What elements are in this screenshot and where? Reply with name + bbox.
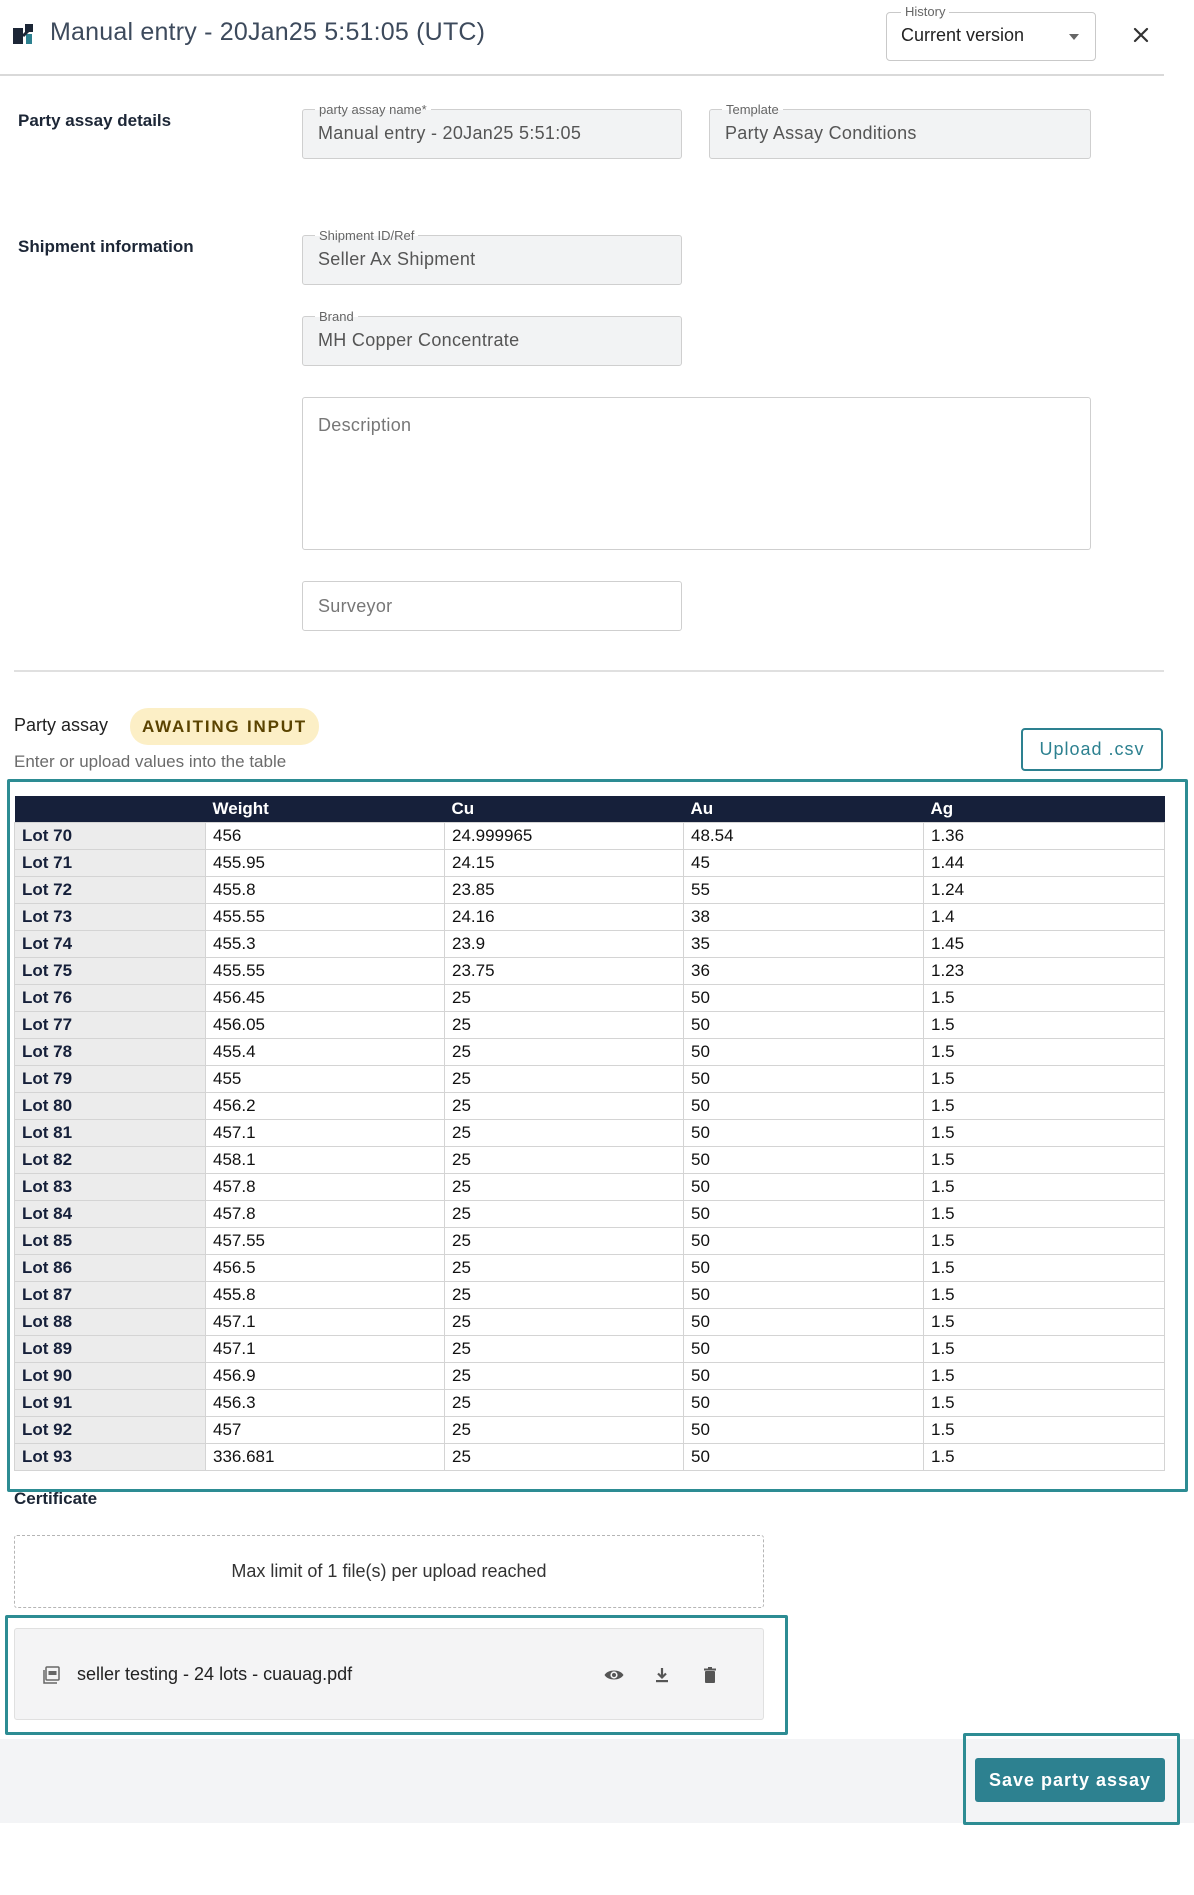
table-cell-input[interactable]: 25	[445, 1362, 684, 1389]
table-row	[15, 1038, 1165, 1065]
lot-label: Lot 76	[15, 984, 206, 1011]
table-cell-input[interactable]: 1.23	[924, 957, 1165, 984]
shipment-id-value: Seller Ax Shipment	[318, 249, 476, 269]
table-cell-input[interactable]: 455.4	[206, 1038, 445, 1065]
party-assay-title: Party assay	[14, 715, 109, 735]
download-icon[interactable]	[651, 1664, 673, 1686]
table-cell-input[interactable]: 23.9	[445, 930, 684, 957]
table-cell-input[interactable]: 25	[445, 1308, 684, 1335]
certificate-title: Certificate	[14, 1489, 98, 1508]
table-cell-input[interactable]: 1.5	[924, 1065, 1165, 1092]
table-cell-input[interactable]: 25	[445, 1254, 684, 1281]
template-value: Party Assay Conditions	[725, 123, 917, 143]
surveyor-field[interactable]	[302, 581, 682, 631]
party-assay-details-label: Party assay details	[18, 111, 172, 130]
history-select[interactable]	[886, 4, 1096, 61]
table-cell-input[interactable]: 455.3	[206, 930, 445, 957]
lot-label: Lot 88	[15, 1308, 206, 1335]
table-cell-input[interactable]: 36	[684, 957, 924, 984]
table-cell-input[interactable]: 1.5	[924, 1308, 1165, 1335]
table-cell-input[interactable]: 456.5	[206, 1254, 445, 1281]
lot-label: Lot 90	[15, 1362, 206, 1389]
table-row	[15, 1308, 1165, 1335]
table-cell-input[interactable]: 25	[445, 1335, 684, 1362]
brand-field[interactable]	[302, 309, 682, 366]
table-cell-input[interactable]: 1.24	[924, 876, 1165, 903]
table-cell-input[interactable]: 455.95	[206, 849, 445, 876]
table-row	[15, 849, 1165, 876]
lot-label: Lot 81	[15, 1119, 206, 1146]
shipment-id-label: Shipment ID/Ref	[315, 228, 418, 243]
table-row	[15, 957, 1165, 984]
party-assay-name-label: party assay name*	[315, 102, 431, 117]
brand-label: Brand	[315, 309, 358, 324]
table-cell-input[interactable]: 25	[445, 1065, 684, 1092]
table-cell-input[interactable]: 1.45	[924, 930, 1165, 957]
shipment-id-field[interactable]	[302, 228, 682, 285]
close-icon[interactable]	[1130, 24, 1152, 46]
table-cell-input[interactable]: 35	[684, 930, 924, 957]
shipment-information-label: Shipment information	[18, 237, 194, 256]
lot-label: Lot 72	[15, 876, 206, 903]
table-cell-input[interactable]: 50	[684, 1335, 924, 1362]
table-cell-input[interactable]: 1.5	[924, 1362, 1165, 1389]
table-row	[15, 876, 1165, 903]
table-row	[15, 822, 1165, 849]
description-textarea[interactable]	[302, 397, 1091, 550]
party-assay-name-value: Manual entry - 20Jan25 5:51:05	[318, 123, 582, 143]
lot-label: Lot 78	[15, 1038, 206, 1065]
table-cell-input[interactable]: 1.4	[924, 903, 1165, 930]
table-cell-input[interactable]: 455.55	[206, 957, 445, 984]
status-badge: AWAITING INPUT	[130, 708, 319, 745]
table-cell-input[interactable]: 50	[684, 1200, 924, 1227]
table-cell-input[interactable]: 1.5	[924, 984, 1165, 1011]
table-cell-input[interactable]: 25	[445, 1011, 684, 1038]
table-cell-input[interactable]: 1.5	[924, 1092, 1165, 1119]
table-cell-input[interactable]: 25	[445, 1200, 684, 1227]
app-logo-icon	[13, 24, 39, 48]
table-row	[15, 930, 1165, 957]
lot-label: Lot 91	[15, 1389, 206, 1416]
table-cell-input[interactable]: 456	[206, 822, 445, 849]
table-cell-input[interactable]: 50	[684, 1119, 924, 1146]
party-assay-help-text: Enter or upload values into the table	[14, 752, 287, 771]
table-row	[15, 1092, 1165, 1119]
table-header-row	[15, 796, 1165, 822]
table-cell-input[interactable]: 25	[445, 1092, 684, 1119]
table-cell-input[interactable]: 50	[684, 1389, 924, 1416]
lot-label: Lot 92	[15, 1416, 206, 1443]
table-cell-input[interactable]: 25	[445, 1443, 684, 1470]
table-row	[15, 1389, 1165, 1416]
table-cell-input[interactable]: 1.5	[924, 1173, 1165, 1200]
table-cell-input[interactable]: 1.5	[924, 1011, 1165, 1038]
uploaded-file-card	[14, 1628, 764, 1720]
table-cell-input[interactable]: 55	[684, 876, 924, 903]
table-cell-input[interactable]: 25	[445, 1227, 684, 1254]
trash-icon[interactable]	[699, 1664, 721, 1686]
table-body	[15, 822, 1165, 1470]
surveyor-placeholder: Surveyor	[318, 596, 393, 616]
table-cell-input[interactable]: 1.5	[924, 1416, 1165, 1443]
table-row	[15, 1416, 1165, 1443]
table-cell-input[interactable]: 456.3	[206, 1389, 445, 1416]
table-cell-input[interactable]: 1.5	[924, 1038, 1165, 1065]
table-cell-input[interactable]: 455	[206, 1065, 445, 1092]
table-cell-input[interactable]: 24.15	[445, 849, 684, 876]
table-cell-input[interactable]: 25	[445, 1173, 684, 1200]
lot-label: Lot 93	[15, 1443, 206, 1470]
lot-label: Lot 85	[15, 1227, 206, 1254]
table-cell-input[interactable]: 45	[684, 849, 924, 876]
table-row	[15, 1011, 1165, 1038]
table-cell-input[interactable]: 50	[684, 1011, 924, 1038]
table-cell-input[interactable]: 457.8	[206, 1200, 445, 1227]
table-cell-input[interactable]: 457	[206, 1416, 445, 1443]
table-cell-input[interactable]: 1.44	[924, 849, 1165, 876]
table-row	[15, 1146, 1165, 1173]
table-cell-input[interactable]: 455.8	[206, 876, 445, 903]
certificate-dropzone: Max limit of 1 file(s) per upload reached	[14, 1535, 764, 1608]
column-header: Au	[684, 796, 924, 822]
table-cell-input[interactable]: 455.55	[206, 903, 445, 930]
table-row	[15, 1119, 1165, 1146]
brand-value: MH Copper Concentrate	[318, 330, 520, 350]
table-row	[15, 1227, 1165, 1254]
party-assay-name-field[interactable]	[302, 102, 682, 159]
table-cell-input[interactable]: 50	[684, 1038, 924, 1065]
table-cell-input[interactable]: 457.8	[206, 1173, 445, 1200]
table-row	[15, 1254, 1165, 1281]
lot-label: Lot 71	[15, 849, 206, 876]
page-title: Manual entry - 20Jan25 5:51:05 (UTC)	[50, 18, 486, 46]
eye-icon[interactable]	[603, 1664, 625, 1686]
table-cell-input[interactable]: 50	[684, 1281, 924, 1308]
history-value: Current version	[901, 25, 1025, 45]
table-cell-input[interactable]: 25	[445, 984, 684, 1011]
chevron-down-icon	[1069, 34, 1079, 40]
lot-label: Lot 87	[15, 1281, 206, 1308]
description-placeholder: Description	[318, 415, 412, 435]
lot-label: Lot 84	[15, 1200, 206, 1227]
pdf-file-icon	[43, 1666, 61, 1684]
table-cell-input[interactable]: 1.5	[924, 1119, 1165, 1146]
table-cell-input[interactable]: 48.54	[684, 822, 924, 849]
table-cell-input[interactable]: 1.5	[924, 1335, 1165, 1362]
dialog-header	[0, 0, 1164, 76]
table-cell-input[interactable]: 456.05	[206, 1011, 445, 1038]
upload-csv-button[interactable]: Upload .csv	[1021, 728, 1163, 771]
table-cell-input[interactable]: 457.1	[206, 1335, 445, 1362]
table-row	[15, 1362, 1165, 1389]
table-cell-input[interactable]: 50	[684, 984, 924, 1011]
lot-label: Lot 73	[15, 903, 206, 930]
table-cell-input[interactable]: 25	[445, 1119, 684, 1146]
table-cell-input[interactable]: 24.16	[445, 903, 684, 930]
table-row	[15, 1200, 1165, 1227]
lot-label: Lot 86	[15, 1254, 206, 1281]
table-row	[15, 984, 1165, 1011]
lot-label: Lot 89	[15, 1335, 206, 1362]
history-label: History	[901, 4, 949, 19]
table-cell-input[interactable]: 1.5	[924, 1443, 1165, 1470]
table-cell-input[interactable]: 38	[684, 903, 924, 930]
table-cell-input[interactable]: 25	[445, 1416, 684, 1443]
column-header: Weight	[206, 796, 445, 822]
table-cell-input[interactable]: 457.1	[206, 1119, 445, 1146]
table-cell-input[interactable]: 25	[445, 1281, 684, 1308]
table-cell-input[interactable]: 25	[445, 1389, 684, 1416]
column-header: Ag	[924, 796, 1165, 822]
table-cell-input[interactable]: 24.999965	[445, 822, 684, 849]
table-cell-input[interactable]: 456.45	[206, 984, 445, 1011]
lot-label: Lot 70	[15, 822, 206, 849]
table-cell-input[interactable]: 455.8	[206, 1281, 445, 1308]
table-row	[15, 1281, 1165, 1308]
lot-label: Lot 74	[15, 930, 206, 957]
table-cell-input[interactable]: 1.5	[924, 1281, 1165, 1308]
table-cell-input[interactable]: 50	[684, 1065, 924, 1092]
lot-label: Lot 80	[15, 1092, 206, 1119]
table-cell-input[interactable]: 1.5	[924, 1200, 1165, 1227]
save-party-assay-button[interactable]: Save party assay	[975, 1758, 1165, 1802]
table-row	[15, 1335, 1165, 1362]
table-cell-input[interactable]: 25	[445, 1146, 684, 1173]
lot-label: Lot 79	[15, 1065, 206, 1092]
table-cell-input[interactable]: 50	[684, 1416, 924, 1443]
table-cell-input[interactable]: 457.1	[206, 1308, 445, 1335]
section-divider	[14, 670, 1164, 672]
table-cell-input[interactable]: 50	[684, 1227, 924, 1254]
table-cell-input[interactable]: 50	[684, 1146, 924, 1173]
table-row	[15, 1173, 1165, 1200]
table-cell-input[interactable]: 1.36	[924, 822, 1165, 849]
table-cell-input[interactable]: 458.1	[206, 1146, 445, 1173]
table-cell-input[interactable]: 23.85	[445, 876, 684, 903]
lot-label: Lot 82	[15, 1146, 206, 1173]
table-cell-input[interactable]: 50	[684, 1173, 924, 1200]
table-cell-input[interactable]: 50	[684, 1254, 924, 1281]
table-cell-input[interactable]: 50	[684, 1308, 924, 1335]
table-cell-input[interactable]: 1.5	[924, 1227, 1165, 1254]
column-header: Cu	[445, 796, 684, 822]
table-row	[15, 903, 1165, 930]
table-cell-input[interactable]: 457.55	[206, 1227, 445, 1254]
table-cell-input[interactable]: 25	[445, 1038, 684, 1065]
lot-label: Lot 83	[15, 1173, 206, 1200]
table-row	[15, 1065, 1165, 1092]
table-cell-input[interactable]: 1.5	[924, 1146, 1165, 1173]
table-cell-input[interactable]: 456.9	[206, 1362, 445, 1389]
file-name: seller testing - 24 lots - cuauag.pdf	[77, 1664, 353, 1684]
table-cell-input[interactable]: 456.2	[206, 1092, 445, 1119]
party-assay-table	[14, 796, 1165, 1471]
lot-label: Lot 75	[15, 957, 206, 984]
table-cell-input[interactable]: 1.5	[924, 1254, 1165, 1281]
column-header	[15, 796, 206, 822]
template-label: Template	[722, 102, 783, 117]
table-cell-input[interactable]: 336.681	[206, 1443, 445, 1470]
table-cell-input[interactable]: 23.75	[445, 957, 684, 984]
template-field[interactable]	[709, 102, 1091, 159]
table-row	[15, 1443, 1165, 1470]
lot-label: Lot 77	[15, 1011, 206, 1038]
table-cell-input[interactable]: 1.5	[924, 1389, 1165, 1416]
table-cell-input[interactable]: 50	[684, 1443, 924, 1470]
table-cell-input[interactable]: 50	[684, 1092, 924, 1119]
table-cell-input[interactable]: 50	[684, 1362, 924, 1389]
